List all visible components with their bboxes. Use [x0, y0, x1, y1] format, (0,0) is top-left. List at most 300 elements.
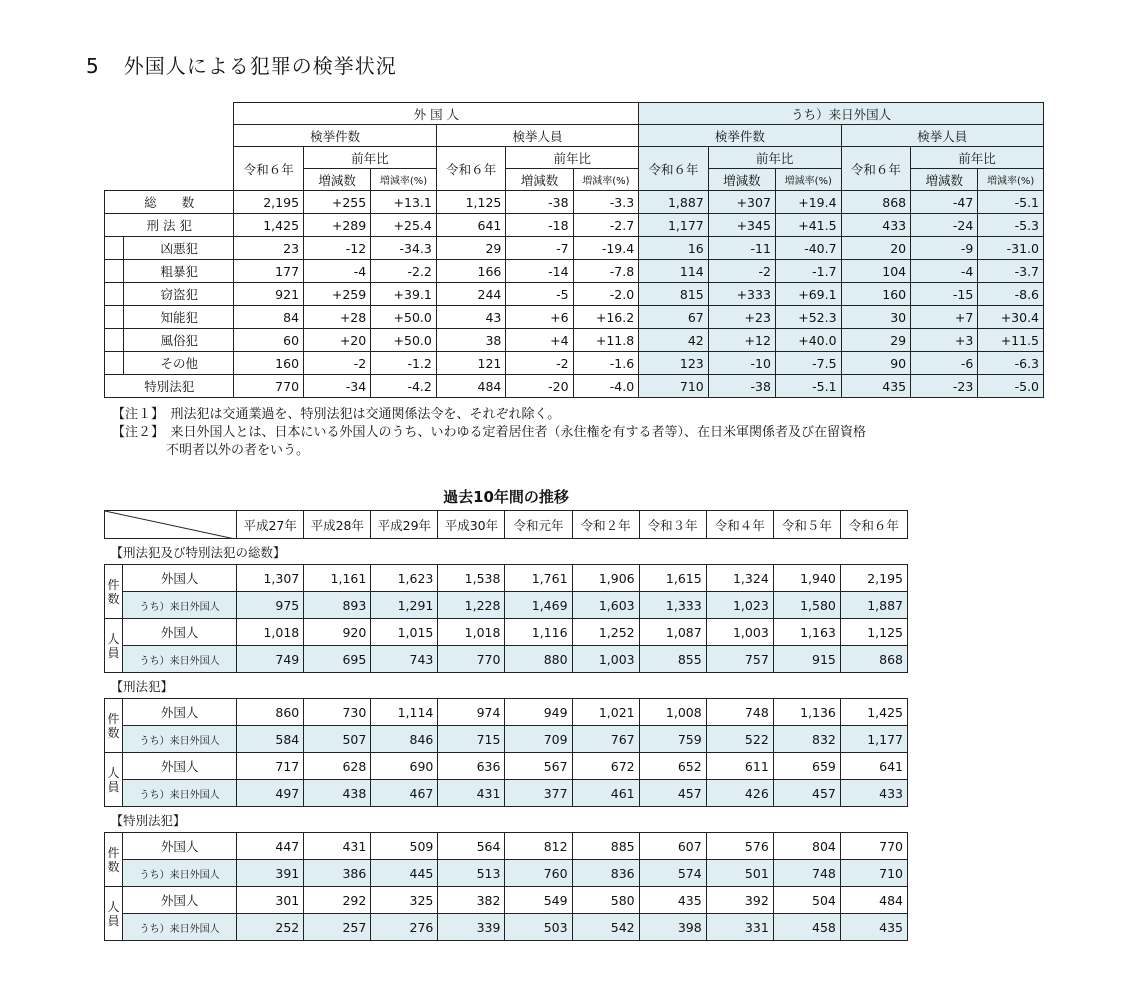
data-cell: 743	[371, 646, 438, 673]
data-cell: 832	[773, 726, 840, 753]
data-cell: +28	[304, 306, 371, 329]
data-cell: -31.0	[978, 237, 1044, 260]
data-cell: 641	[436, 214, 506, 237]
col-diff: 増減数	[506, 169, 573, 191]
vertical-label-char: 数	[107, 859, 120, 874]
table-row	[105, 646, 908, 673]
col-prev: 前年比	[304, 147, 437, 169]
row-label: 外国人	[123, 753, 237, 780]
row-label: 外国人	[123, 833, 237, 860]
data-cell: 435	[841, 375, 911, 398]
data-cell: 659	[773, 753, 840, 780]
data-cell: 398	[639, 914, 706, 941]
data-cell: 893	[304, 592, 371, 619]
data-cell: 301	[237, 887, 304, 914]
data-cell: 1,761	[505, 565, 572, 592]
col-diff: 増減数	[304, 169, 371, 191]
vertical-label-char: 件	[107, 845, 120, 860]
data-cell: 431	[438, 780, 505, 807]
data-cell: 60	[234, 329, 304, 352]
data-cell: 564	[438, 833, 505, 860]
note-2-tag: 【注２】	[112, 425, 158, 440]
data-cell: 695	[304, 646, 371, 673]
data-cell: 709	[505, 726, 572, 753]
note-1	[112, 406, 866, 424]
table-row	[105, 375, 1044, 398]
data-cell: 16	[639, 237, 709, 260]
data-cell: +50.0	[371, 329, 437, 352]
data-cell: -38	[708, 375, 775, 398]
vertical-label-char: 数	[107, 591, 120, 606]
data-cell: 1,163	[773, 619, 840, 646]
table-row	[105, 699, 908, 726]
data-cell: 1,333	[639, 592, 706, 619]
row-label: うち）来日外国人	[123, 726, 237, 753]
col-rate: 増減率(%)	[573, 169, 639, 191]
subheader-persons: 検挙人員	[841, 125, 1043, 147]
table-row	[105, 565, 908, 592]
data-cell: 461	[572, 780, 639, 807]
data-cell: 445	[371, 860, 438, 887]
data-cell: 507	[304, 726, 371, 753]
data-cell: -34.3	[371, 237, 437, 260]
data-cell: +4	[506, 329, 573, 352]
data-cell: 949	[505, 699, 572, 726]
table-row	[105, 237, 1044, 260]
data-cell: 915	[773, 646, 840, 673]
row-label: その他	[105, 352, 234, 375]
vertical-label	[105, 833, 123, 887]
data-cell: +307	[708, 191, 775, 214]
data-cell: 160	[841, 283, 911, 306]
data-cell: -3.7	[978, 260, 1044, 283]
note-2-continued: 不明者以外の者をいう。	[166, 443, 310, 458]
data-cell: -23	[911, 375, 978, 398]
table-row	[105, 780, 908, 807]
data-cell: -7	[506, 237, 573, 260]
year-header: 令和４年	[706, 511, 773, 539]
data-cell: 325	[371, 887, 438, 914]
data-cell: 975	[237, 592, 304, 619]
note-1-tag: 【注１】	[112, 407, 158, 422]
title-text: 外国人による犯罪の検挙状況	[123, 54, 397, 78]
data-cell: 584	[237, 726, 304, 753]
data-cell: 748	[706, 699, 773, 726]
data-cell: 1,887	[840, 592, 907, 619]
data-cell: 2,195	[840, 565, 907, 592]
data-cell: 504	[773, 887, 840, 914]
data-cell: 391	[237, 860, 304, 887]
data-cell: 431	[304, 833, 371, 860]
data-cell: +25.4	[371, 214, 437, 237]
data-cell: -1.6	[573, 352, 639, 375]
data-cell: -5.1	[775, 375, 841, 398]
data-cell: 29	[841, 329, 911, 352]
data-cell: 860	[237, 699, 304, 726]
data-cell: 43	[436, 306, 506, 329]
data-cell: 1,114	[371, 699, 438, 726]
year-header: 平成29年	[371, 511, 438, 539]
row-label: うち）来日外国人	[123, 860, 237, 887]
data-cell: 509	[371, 833, 438, 860]
vertical-label	[105, 753, 123, 807]
col-r6: 令和６年	[639, 147, 709, 191]
vertical-label-char: 数	[107, 725, 120, 740]
data-cell: 576	[706, 833, 773, 860]
data-cell: 880	[505, 646, 572, 673]
data-cell: 20	[841, 237, 911, 260]
table-row	[105, 753, 908, 780]
data-cell: -5.0	[978, 375, 1044, 398]
data-cell: -2.2	[371, 260, 437, 283]
data-cell: 672	[572, 753, 639, 780]
row-label: 凶悪犯	[105, 237, 234, 260]
row-label: 窃盗犯	[105, 283, 234, 306]
data-cell: 611	[706, 753, 773, 780]
row-label: 総 数	[105, 191, 234, 214]
data-cell: 392	[706, 887, 773, 914]
data-cell: +50.0	[371, 306, 437, 329]
data-cell: 484	[436, 375, 506, 398]
vertical-label	[105, 887, 123, 941]
col-r6: 令和６年	[234, 147, 304, 191]
data-cell: +11.8	[573, 329, 639, 352]
data-cell: 292	[304, 887, 371, 914]
data-cell: 846	[371, 726, 438, 753]
data-cell: +30.4	[978, 306, 1044, 329]
data-cell: 84	[234, 306, 304, 329]
row-label: 外国人	[123, 887, 237, 914]
data-cell: +69.1	[775, 283, 841, 306]
data-cell: 1,906	[572, 565, 639, 592]
data-cell: -4	[304, 260, 371, 283]
data-cell: 160	[234, 352, 304, 375]
col-rate: 増減率(%)	[775, 169, 841, 191]
section-title: 【刑法犯】	[105, 673, 908, 699]
data-cell: -15	[911, 283, 978, 306]
data-cell: 607	[639, 833, 706, 860]
data-cell: 717	[237, 753, 304, 780]
data-cell: 513	[438, 860, 505, 887]
data-cell: -2	[708, 260, 775, 283]
data-cell: 1,425	[234, 214, 304, 237]
data-cell: 580	[572, 887, 639, 914]
data-cell: -38	[506, 191, 573, 214]
data-cell: -18	[506, 214, 573, 237]
data-cell: 447	[237, 833, 304, 860]
data-cell: +11.5	[978, 329, 1044, 352]
data-cell: 628	[304, 753, 371, 780]
data-cell: 339	[438, 914, 505, 941]
table-row	[105, 283, 1044, 306]
data-cell: -4.2	[371, 375, 437, 398]
data-cell: +23	[708, 306, 775, 329]
data-cell: -1.2	[371, 352, 437, 375]
data-cell: 1,003	[572, 646, 639, 673]
row-label: うち）来日外国人	[123, 592, 237, 619]
data-cell: +40.0	[775, 329, 841, 352]
data-cell: -9	[911, 237, 978, 260]
data-cell: -47	[911, 191, 978, 214]
data-cell: 759	[639, 726, 706, 753]
data-cell: 435	[840, 914, 907, 941]
data-cell: -2.0	[573, 283, 639, 306]
data-cell: 770	[840, 833, 907, 860]
vertical-label	[105, 619, 123, 673]
data-cell: -5.3	[978, 214, 1044, 237]
data-cell: 435	[639, 887, 706, 914]
vertical-label-char: 員	[107, 779, 120, 794]
col-r6: 令和６年	[841, 147, 911, 191]
year-header: 平成30年	[438, 511, 505, 539]
data-cell: 121	[436, 352, 506, 375]
data-cell: 30	[841, 306, 911, 329]
data-cell: 1,940	[773, 565, 840, 592]
col-r6: 令和６年	[436, 147, 506, 191]
data-cell: +259	[304, 283, 371, 306]
data-cell: 1,136	[773, 699, 840, 726]
data-cell: 252	[237, 914, 304, 941]
vertical-label	[105, 699, 123, 753]
year-header: 令和６年	[840, 511, 907, 539]
data-cell: 1,177	[840, 726, 907, 753]
note-1-text: 刑法犯は交通業過を、特別法犯は交通関係法令を、それぞれ除く。	[170, 407, 561, 422]
data-cell: 2,195	[234, 191, 304, 214]
data-cell: 760	[505, 860, 572, 887]
data-cell: -19.4	[573, 237, 639, 260]
data-cell: +6	[506, 306, 573, 329]
col-prev: 前年比	[506, 147, 639, 169]
row-label: 特別法犯	[105, 375, 234, 398]
subheader-cases: 検挙件数	[234, 125, 436, 147]
data-cell: -7.8	[573, 260, 639, 283]
data-cell: 1,291	[371, 592, 438, 619]
data-cell: 767	[572, 726, 639, 753]
diagonal-line	[105, 511, 235, 539]
data-cell: 1,161	[304, 565, 371, 592]
subheader-cases: 検挙件数	[639, 125, 841, 147]
data-cell: 438	[304, 780, 371, 807]
data-cell: +19.4	[775, 191, 841, 214]
data-cell: 710	[639, 375, 709, 398]
data-cell: -3.3	[573, 191, 639, 214]
data-cell: 1,252	[572, 619, 639, 646]
data-cell: 497	[237, 780, 304, 807]
data-cell: -4.0	[573, 375, 639, 398]
data-cell: 920	[304, 619, 371, 646]
data-cell: 542	[572, 914, 639, 941]
data-cell: 67	[639, 306, 709, 329]
data-cell: 276	[371, 914, 438, 941]
data-cell: 815	[639, 283, 709, 306]
data-cell: +20	[304, 329, 371, 352]
data-cell: 458	[773, 914, 840, 941]
data-cell: 1,125	[436, 191, 506, 214]
data-cell: +345	[708, 214, 775, 237]
data-cell: 757	[706, 646, 773, 673]
data-cell: 636	[438, 753, 505, 780]
data-cell: +41.5	[775, 214, 841, 237]
vertical-label-char: 人	[107, 899, 120, 914]
row-label: うち）来日外国人	[123, 646, 237, 673]
data-cell: -40.7	[775, 237, 841, 260]
data-cell: 1,003	[706, 619, 773, 646]
data-cell: 38	[436, 329, 506, 352]
data-cell: 868	[840, 646, 907, 673]
data-cell: 574	[639, 860, 706, 887]
arrest-status-table	[104, 102, 1044, 398]
row-label: 刑 法 犯	[105, 214, 234, 237]
data-cell: 1,307	[237, 565, 304, 592]
data-cell: 549	[505, 887, 572, 914]
data-cell: 177	[234, 260, 304, 283]
group-header-visiting: うち）来日外国人	[639, 103, 1044, 125]
table-row	[105, 619, 908, 646]
data-cell: 1,580	[773, 592, 840, 619]
data-cell: 1,887	[639, 191, 709, 214]
section-title: 【特別法犯】	[105, 807, 908, 833]
row-label: うち）来日外国人	[123, 914, 237, 941]
year-header: 平成27年	[237, 511, 304, 539]
data-cell: 1,177	[639, 214, 709, 237]
data-cell: 484	[840, 887, 907, 914]
section-header-row	[105, 539, 908, 565]
data-cell: -6.3	[978, 352, 1044, 375]
row-label: 粗暴犯	[105, 260, 234, 283]
data-cell: +333	[708, 283, 775, 306]
col-diff: 増減数	[708, 169, 775, 191]
notes	[112, 406, 866, 460]
data-cell: 812	[505, 833, 572, 860]
data-cell: 641	[840, 753, 907, 780]
page-title	[86, 50, 397, 79]
data-cell: -6	[911, 352, 978, 375]
data-cell: 748	[773, 860, 840, 887]
row-label: 外国人	[123, 619, 237, 646]
data-cell: 433	[841, 214, 911, 237]
data-cell: -7.5	[775, 352, 841, 375]
table-row	[105, 887, 908, 914]
col-prev: 前年比	[911, 147, 1044, 169]
note-2-text: 来日外国人とは、日本にいる外国人のうち、いわゆる定着居住者（永住権を有する者等）、在日米軍関係者及び在留資格	[170, 425, 867, 440]
section-header-row	[105, 673, 908, 699]
data-cell: 974	[438, 699, 505, 726]
data-cell: 749	[237, 646, 304, 673]
data-cell: 567	[505, 753, 572, 780]
year-header: 令和５年	[773, 511, 840, 539]
group-header-foreign: 外 国 人	[234, 103, 639, 125]
data-cell: -8.6	[978, 283, 1044, 306]
data-cell: 503	[505, 914, 572, 941]
table-row	[105, 214, 1044, 237]
data-cell: 467	[371, 780, 438, 807]
col-diff: 増減数	[911, 169, 978, 191]
data-cell: 855	[639, 646, 706, 673]
data-cell: 868	[841, 191, 911, 214]
data-cell: 770	[234, 375, 304, 398]
table-row	[105, 860, 908, 887]
data-cell: -24	[911, 214, 978, 237]
data-cell: 730	[304, 699, 371, 726]
col-prev: 前年比	[708, 147, 841, 169]
section-title: 【刑法犯及び特別法犯の総数】	[105, 539, 908, 565]
data-cell: 1,623	[371, 565, 438, 592]
data-cell: -14	[506, 260, 573, 283]
vertical-label-char: 件	[107, 711, 120, 726]
data-cell: -2	[506, 352, 573, 375]
data-cell: 836	[572, 860, 639, 887]
subheader-persons: 検挙人員	[436, 125, 638, 147]
data-cell: 42	[639, 329, 709, 352]
data-cell: 501	[706, 860, 773, 887]
vertical-label-char: 人	[107, 631, 120, 646]
data-cell: 1,021	[572, 699, 639, 726]
data-cell: +16.2	[573, 306, 639, 329]
data-cell: 433	[840, 780, 907, 807]
data-cell: -2	[304, 352, 371, 375]
row-label: 外国人	[123, 699, 237, 726]
data-cell: 23	[234, 237, 304, 260]
data-cell: +13.1	[371, 191, 437, 214]
year-header: 令和３年	[639, 511, 706, 539]
data-cell: 123	[639, 352, 709, 375]
data-cell: 331	[706, 914, 773, 941]
data-cell: 1,116	[505, 619, 572, 646]
data-cell: 1,615	[639, 565, 706, 592]
data-cell: 1,603	[572, 592, 639, 619]
data-cell: -4	[911, 260, 978, 283]
year-header: 平成28年	[304, 511, 371, 539]
data-cell: 386	[304, 860, 371, 887]
vertical-label-char: 員	[107, 913, 120, 928]
data-cell: -11	[708, 237, 775, 260]
row-label: 知能犯	[105, 306, 234, 329]
table-row	[105, 833, 908, 860]
table-row	[105, 352, 1044, 375]
data-cell: 166	[436, 260, 506, 283]
data-cell: +255	[304, 191, 371, 214]
row-label: 風俗犯	[105, 329, 234, 352]
data-cell: 1,018	[237, 619, 304, 646]
data-cell: -5.1	[978, 191, 1044, 214]
data-cell: 1,018	[438, 619, 505, 646]
ten-year-trend-table	[104, 510, 908, 941]
data-cell: +12	[708, 329, 775, 352]
data-cell: 90	[841, 352, 911, 375]
title-number: 5	[86, 54, 100, 78]
data-cell: -5	[506, 283, 573, 306]
data-cell: 29	[436, 237, 506, 260]
data-cell: 715	[438, 726, 505, 753]
data-cell: 921	[234, 283, 304, 306]
data-cell: -34	[304, 375, 371, 398]
data-cell: 104	[841, 260, 911, 283]
data-cell: -2.7	[573, 214, 639, 237]
data-cell: 382	[438, 887, 505, 914]
data-cell: +3	[911, 329, 978, 352]
data-cell: -20	[506, 375, 573, 398]
data-cell: +39.1	[371, 283, 437, 306]
data-cell: +289	[304, 214, 371, 237]
data-cell: 710	[840, 860, 907, 887]
data-cell: 114	[639, 260, 709, 283]
col-rate: 増減率(%)	[371, 169, 437, 191]
data-cell: 1,008	[639, 699, 706, 726]
data-cell: 1,469	[505, 592, 572, 619]
corner-cell	[105, 103, 234, 191]
vertical-label-char: 員	[107, 645, 120, 660]
data-cell: 1,023	[706, 592, 773, 619]
